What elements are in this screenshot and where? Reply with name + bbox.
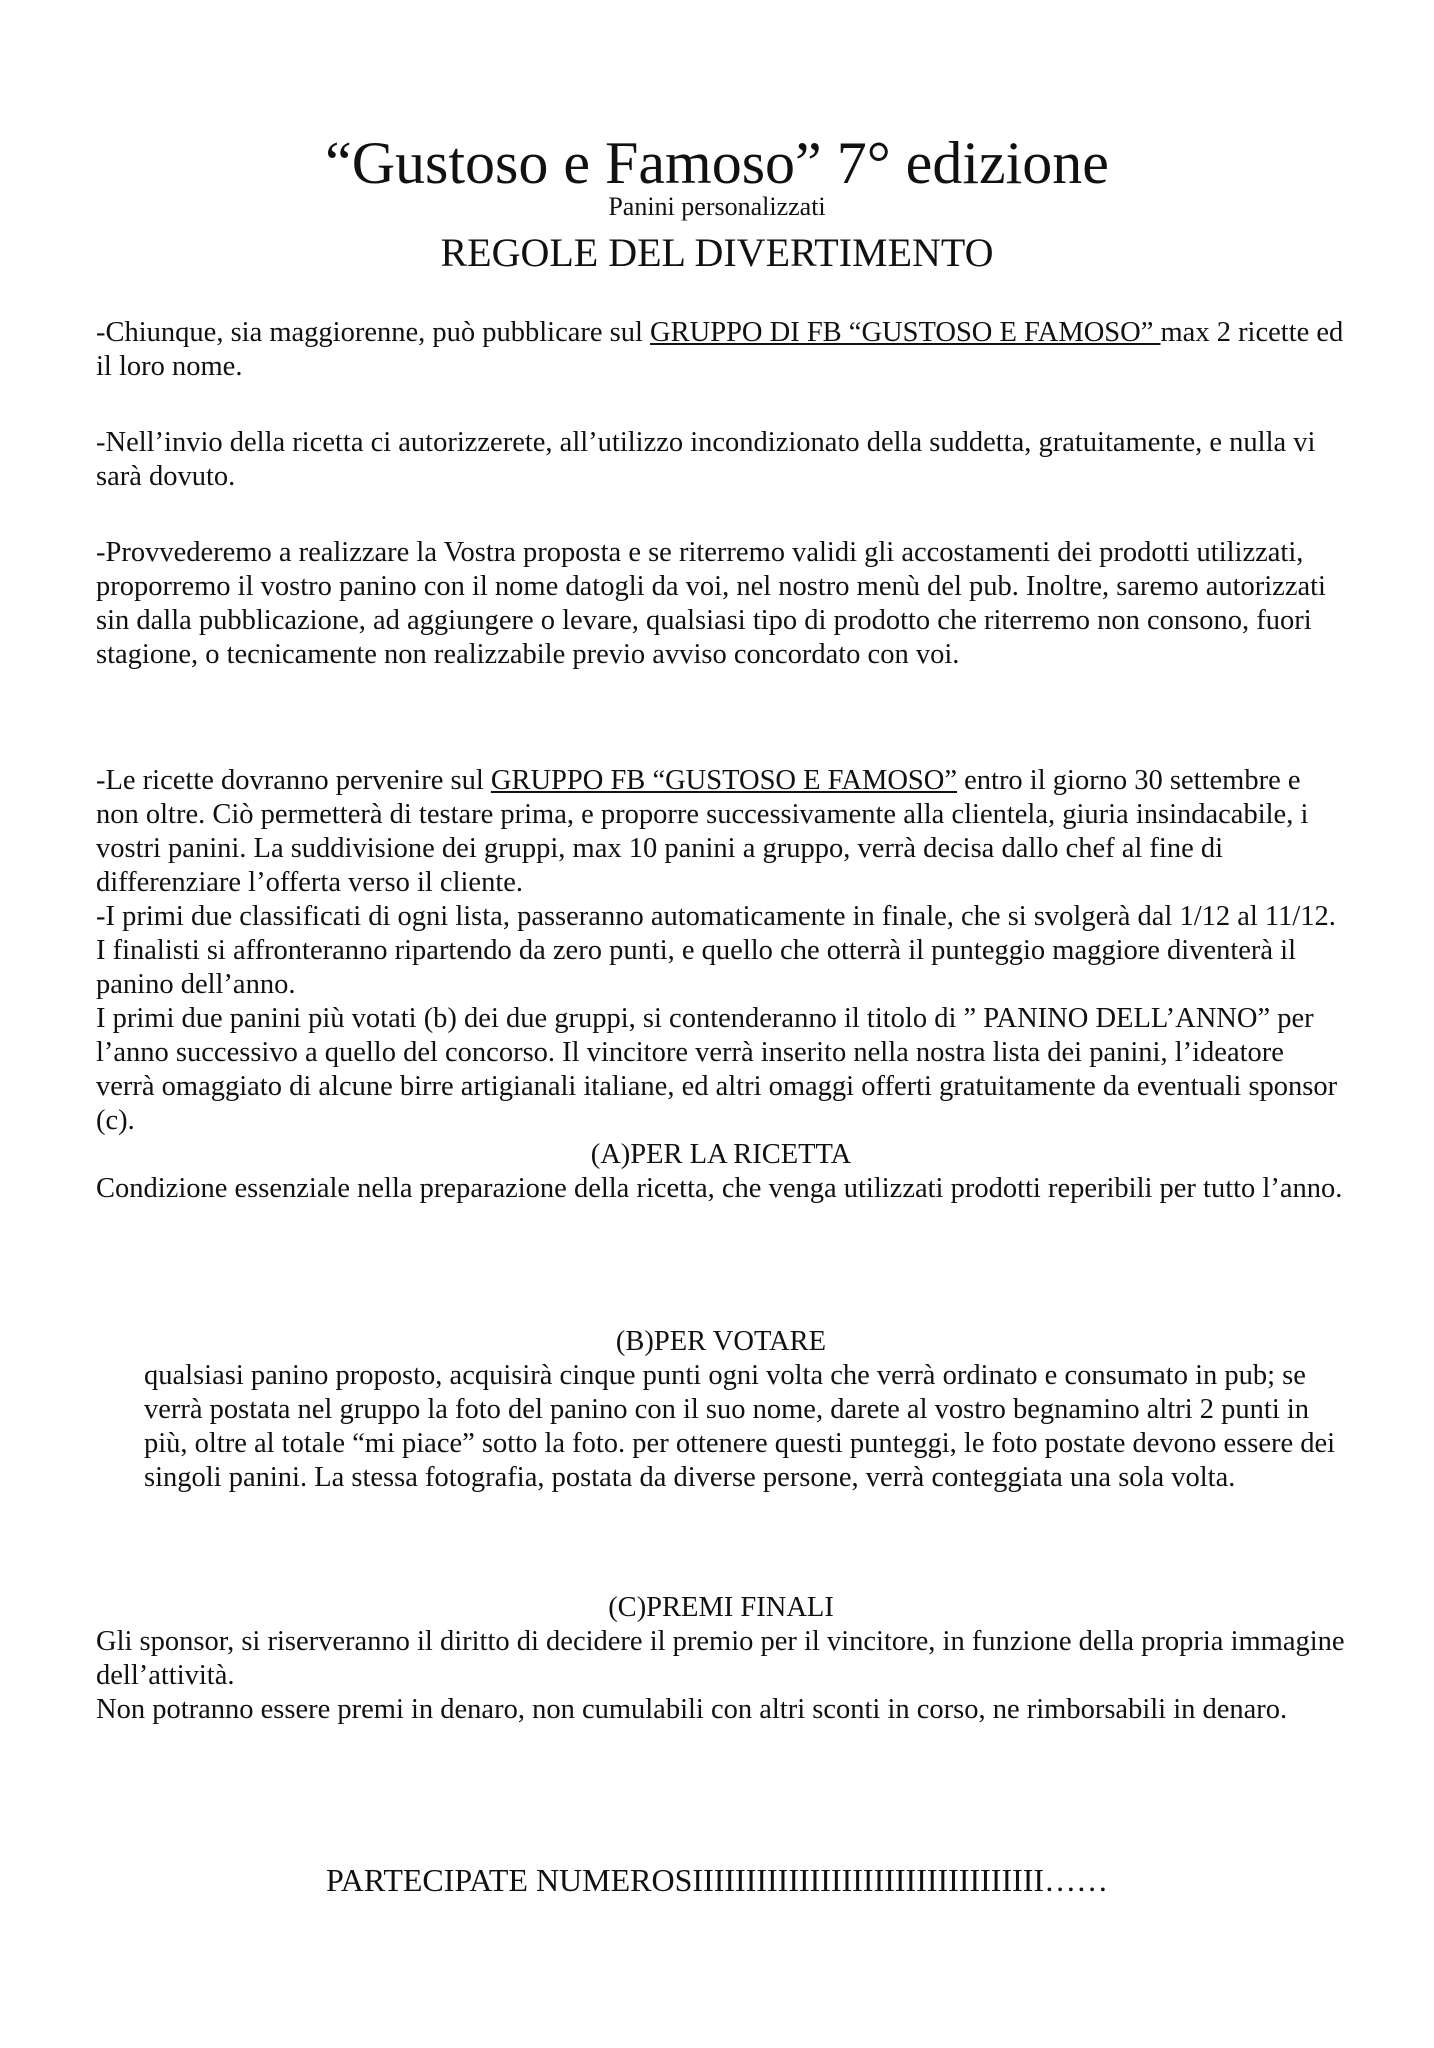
fb-group-link[interactable]: GRUPPO DI FB “GUSTOSO E FAMOSO” bbox=[650, 317, 1161, 348]
rule-4-text-a: -Le ricette dovranno pervenire sul bbox=[96, 765, 491, 796]
rules-heading: REGOLE DEL DIVERTIMENTO bbox=[440, 230, 994, 275]
rule-6-text: I primi due panini più votati (b) dei due gruppi, si contenderanno il titolo di ” PANINO DELL’ANNO” per l’anno successivo a quello del concorso. Il vincitore verrà inserito nella nostra lista dei panini, l’ideatore verrà omaggiato di alcune birre artigianali italiane, ed altri omaggi offerti gratuitamente da eventuali sponsor (c). bbox=[96, 1003, 1338, 1136]
rule-4-text-b: entro il giorno 30 settembre e non oltre. Ciò permetterà di testare prima, e proporre successivamente alla clientela, giuria insindacabile, i vostri panini. La suddivisione dei gruppi, max 10 panini a gruppo, verrà decisa dallo chef al fine di differenziare l’offerta verso il cliente. bbox=[96, 765, 1309, 898]
section-b-heading: (B)PER VOTARE bbox=[615, 1326, 827, 1357]
section-b bbox=[96, 1325, 1346, 1495]
rule-1-text-a: -Chiunque, sia maggiorenne, può pubblicare sul bbox=[96, 317, 651, 348]
rule-5-text: -I primi due classificati di ogni lista, passeranno automaticamente in finale, che si svolgerà dal 1/12 al 11/12. I finalisti si affronteranno ripartendo da zero punti, e quello che otterrà il punteggio maggiore diventerà il panino dell’anno. bbox=[96, 901, 1336, 1000]
rule-1-text-b: max 2 ricette ed il loro nome. bbox=[96, 317, 1344, 382]
section-a-text: Condizione essenziale nella preparazione della ricetta, che venga utilizzati prodotti reperibili per tutto l’anno. bbox=[96, 1173, 1343, 1204]
section-c-text-2: Non potranno essere premi in denaro, non cumulabili con altri sconti in corso, ne rimborsabili in denaro. bbox=[96, 1694, 1288, 1725]
section-c-text-1: Gli sponsor, si riserveranno il diritto di decidere il premio per il vincitore, in funzione della propria immagine dell’attività. bbox=[96, 1626, 1345, 1691]
section-c bbox=[96, 1591, 1346, 1727]
section-b-text: qualsiasi panino proposto, acquisirà cinque punti ogni volta che verrà ordinato e consumato in pub; se verrà postata nel gruppo la foto del panino con il suo nome, darete al vostro begnamino altri 2 punti in più, oltre al totale “mi piace” sotto la foto. per ottenere questi punteggi, le foto postate devono essere dei singoli panini. La stessa fotografia, postata da diverse persone, verrà conteggiata una sola volta. bbox=[144, 1360, 1336, 1493]
rule-1 bbox=[96, 316, 1346, 384]
section-c-heading: (C)PREMI FINALI bbox=[608, 1592, 834, 1623]
rules-continued bbox=[96, 764, 1346, 1206]
page-subtitle: Panini personalizzati bbox=[608, 192, 826, 221]
rule-2 bbox=[96, 426, 1346, 494]
fb-group-link-2[interactable]: GRUPPO FB “GUSTOSO E FAMOSO” bbox=[490, 765, 957, 796]
rule-2-text: -Nell’invio della ricetta ci autorizzerete, all’utilizzo incondizionato della suddetta, gratuitamente, e nulla vi sarà dovuto. bbox=[96, 427, 1316, 492]
rule-3 bbox=[96, 536, 1346, 672]
rule-3-text: -Provvederemo a realizzare la Vostra proposta e se riterremo validi gli accostamenti dei prodotti utilizzati, proporremo il vostro panino con il nome datogli da voi, nel nostro menù del pub. Inoltre, saremo autorizzati sin dalla pubblicazione, ad aggiungere o levare, qualsiasi tipo di prodotto che riterremo non consono, fuori stagione, o tecnicamente non realizzabile previo avviso concordato con voi. bbox=[96, 537, 1326, 670]
closing-line: PARTECIPATE NUMEROSIIIIIIIIIIIIIIIIIIIIIIIIIIIIIIIII…… bbox=[325, 1862, 1109, 1898]
section-a-heading: (A)PER LA RICETTA bbox=[590, 1139, 852, 1170]
page-title: “Gustoso e Famoso” 7° edizione bbox=[325, 130, 1109, 196]
